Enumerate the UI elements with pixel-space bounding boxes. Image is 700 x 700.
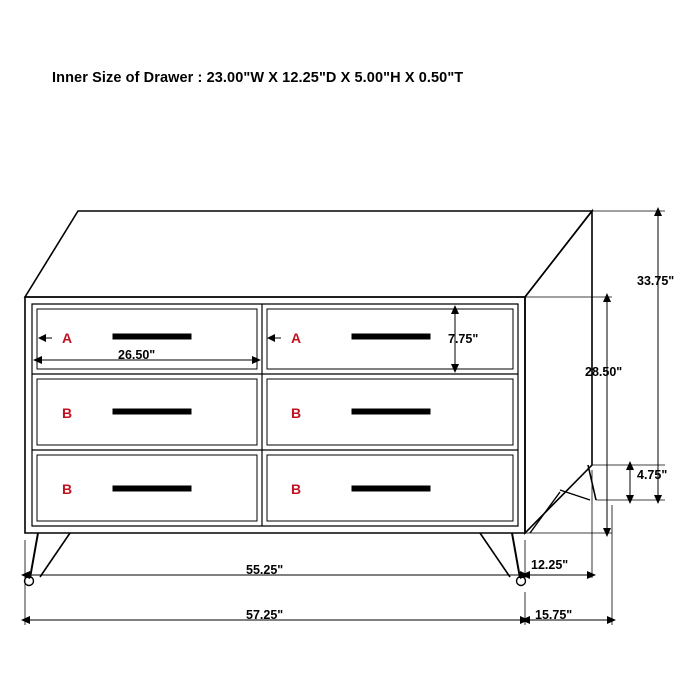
handle-b-mid-left <box>113 409 191 414</box>
dim-total-height: 33.75" <box>637 274 675 288</box>
leg-rear-right-connector <box>530 492 560 533</box>
handle-b-bot-right <box>352 486 430 491</box>
dim-leg-height: 4.75" <box>637 468 668 482</box>
leg-front-right <box>512 533 520 578</box>
page-title: Inner Size of Drawer : 23.00"W X 12.25"D X 5.00"H X 0.50"T <box>52 70 464 86</box>
handle-a-right <box>352 334 430 339</box>
drawer-letter-b-bot-right: B <box>291 481 302 497</box>
dresser-right-side <box>525 211 592 533</box>
dim-overall-depth: 15.75" <box>535 608 573 622</box>
dim-cabinet-width: 55.25" <box>246 563 284 577</box>
drawer-letter-b-mid-left: B <box>62 405 73 421</box>
leg-front-left-brace <box>40 533 70 577</box>
leg-front-right-brace <box>480 533 510 577</box>
drawer-letter-b-mid-right: B <box>291 405 302 421</box>
handle-b-mid-right <box>352 409 430 414</box>
dresser-top-surface <box>25 211 592 297</box>
drawer-letter-b-bot-left: B <box>62 481 73 497</box>
leg-front-left <box>30 533 38 578</box>
leg-rear-right-brace <box>560 490 590 500</box>
handle-a-left <box>113 334 191 339</box>
dim-depth-offset: 12.25" <box>531 558 569 572</box>
handle-b-bot-left <box>113 486 191 491</box>
dim-overall-width: 57.25" <box>246 608 284 622</box>
drawer-handles <box>113 334 430 491</box>
dim-drawer-face-height: 7.75" <box>448 332 479 346</box>
dim-cabinet-height: 28.50" <box>585 365 623 379</box>
dim-drawer-width: 26.50" <box>118 348 156 362</box>
drawer-letter-a-right: A <box>291 330 302 346</box>
drawer-letter-a-left: A <box>62 330 73 346</box>
